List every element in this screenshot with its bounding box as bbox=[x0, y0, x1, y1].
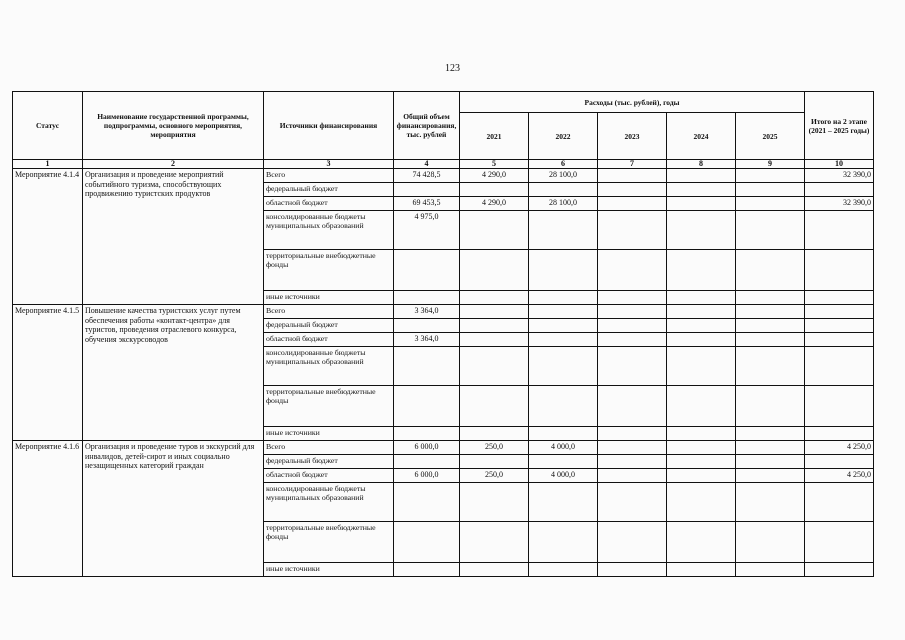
funding-source-cell: иные источники bbox=[264, 427, 394, 441]
table-row bbox=[13, 305, 874, 319]
year-value-cell bbox=[529, 483, 598, 522]
year-value-cell bbox=[667, 319, 736, 333]
column-number: 10 bbox=[805, 160, 874, 169]
year-value-cell bbox=[529, 522, 598, 563]
year-value-cell bbox=[529, 250, 598, 291]
stage-total-cell bbox=[805, 291, 874, 305]
activity-name-cell: Повышение качества туристских услуг путем обеспечения работы «контакт-центра» для туристов, проведения отраслевого конкурса, обучения экскурсоводов bbox=[83, 305, 264, 441]
year-value-cell bbox=[598, 427, 667, 441]
year-value-cell bbox=[667, 197, 736, 211]
year-header: 2025 bbox=[736, 113, 805, 160]
year-value-cell bbox=[736, 291, 805, 305]
year-header: 2022 bbox=[529, 113, 598, 160]
stage-total-cell bbox=[805, 305, 874, 319]
year-value-cell bbox=[598, 183, 667, 197]
total-volume-cell: 4 975,0 bbox=[394, 211, 460, 250]
year-value-cell bbox=[667, 183, 736, 197]
table-row bbox=[13, 169, 874, 183]
year-value-cell bbox=[736, 347, 805, 386]
column-number: 9 bbox=[736, 160, 805, 169]
funding-source-cell: Всего bbox=[264, 305, 394, 319]
year-value-cell bbox=[667, 211, 736, 250]
year-value-cell bbox=[667, 441, 736, 455]
year-value-cell bbox=[736, 386, 805, 427]
stage-total-cell bbox=[805, 211, 874, 250]
stage-total-cell: 4 250,0 bbox=[805, 469, 874, 483]
year-value-cell bbox=[598, 333, 667, 347]
year-value-cell bbox=[598, 441, 667, 455]
year-value-cell bbox=[598, 386, 667, 427]
year-value-cell bbox=[460, 291, 529, 305]
year-value-cell bbox=[667, 469, 736, 483]
year-value-cell bbox=[736, 522, 805, 563]
year-header: 2023 bbox=[598, 113, 667, 160]
year-value-cell: 4 000,0 bbox=[529, 469, 598, 483]
column-number: 7 bbox=[598, 160, 667, 169]
year-value-cell bbox=[529, 333, 598, 347]
total-volume-cell bbox=[394, 319, 460, 333]
year-value-cell bbox=[598, 305, 667, 319]
stage-total-cell bbox=[805, 183, 874, 197]
year-header: 2024 bbox=[667, 113, 736, 160]
stage-total-cell bbox=[805, 522, 874, 563]
activity-name-cell: Организация и проведение туров и экскурсий для инвалидов, детей-сирот и иных социально незащищенных категорий граждан bbox=[83, 441, 264, 577]
column-number: 8 bbox=[667, 160, 736, 169]
year-value-cell bbox=[667, 250, 736, 291]
total-volume-cell bbox=[394, 483, 460, 522]
column-number: 4 bbox=[394, 160, 460, 169]
year-value-cell bbox=[667, 333, 736, 347]
year-value-cell: 28 100,0 bbox=[529, 197, 598, 211]
stage-total-cell bbox=[805, 427, 874, 441]
financing-table bbox=[12, 91, 874, 577]
year-value-cell bbox=[529, 183, 598, 197]
total-volume-cell bbox=[394, 455, 460, 469]
year-value-cell bbox=[529, 319, 598, 333]
column-number: 1 bbox=[13, 160, 83, 169]
year-value-cell bbox=[667, 427, 736, 441]
year-value-cell bbox=[736, 183, 805, 197]
funding-source-cell: консолидированные бюджеты муниципальных образований bbox=[264, 211, 394, 250]
total-volume-cell bbox=[394, 563, 460, 577]
year-value-cell bbox=[736, 211, 805, 250]
year-value-cell bbox=[598, 197, 667, 211]
year-value-cell bbox=[598, 455, 667, 469]
year-value-cell bbox=[460, 386, 529, 427]
year-value-cell bbox=[736, 305, 805, 319]
funding-source-cell: федеральный бюджет bbox=[264, 183, 394, 197]
total-volume-cell: 6 000,0 bbox=[394, 441, 460, 455]
total-volume-cell: 69 453,5 bbox=[394, 197, 460, 211]
year-value-cell bbox=[529, 386, 598, 427]
year-value-cell bbox=[529, 305, 598, 319]
total-volume-cell bbox=[394, 522, 460, 563]
year-value-cell bbox=[736, 250, 805, 291]
year-value-cell bbox=[460, 305, 529, 319]
year-value-cell bbox=[460, 211, 529, 250]
year-value-cell bbox=[460, 333, 529, 347]
expenses-header: Расходы (тыс. рублей), годы bbox=[460, 92, 805, 113]
year-value-cell bbox=[529, 291, 598, 305]
year-value-cell bbox=[460, 347, 529, 386]
total-volume-cell: 3 364,0 bbox=[394, 305, 460, 319]
funding-source-cell: областной бюджет bbox=[264, 333, 394, 347]
year-value-cell bbox=[598, 483, 667, 522]
year-value-cell bbox=[460, 250, 529, 291]
year-value-cell bbox=[598, 347, 667, 386]
year-value-cell bbox=[529, 455, 598, 469]
year-value-cell bbox=[736, 333, 805, 347]
status-header: Статус bbox=[13, 92, 83, 160]
stage-total-cell bbox=[805, 319, 874, 333]
year-value-cell bbox=[598, 563, 667, 577]
year-value-cell bbox=[736, 441, 805, 455]
year-value-cell bbox=[736, 563, 805, 577]
stage-total-cell bbox=[805, 455, 874, 469]
stage-total-cell: 32 390,0 bbox=[805, 169, 874, 183]
year-value-cell bbox=[598, 291, 667, 305]
total-volume-cell: 3 364,0 bbox=[394, 333, 460, 347]
year-value-cell bbox=[667, 483, 736, 522]
total-volume-cell: 6 000,0 bbox=[394, 469, 460, 483]
year-value-cell bbox=[667, 347, 736, 386]
total-volume-cell bbox=[394, 386, 460, 427]
year-value-cell: 28 100,0 bbox=[529, 169, 598, 183]
year-value-cell bbox=[667, 305, 736, 319]
column-number: 6 bbox=[529, 160, 598, 169]
sources-header: Источники финансирования bbox=[264, 92, 394, 160]
funding-source-cell: областной бюджет bbox=[264, 197, 394, 211]
year-value-cell bbox=[598, 169, 667, 183]
stage-total-cell bbox=[805, 347, 874, 386]
year-value-cell: 250,0 bbox=[460, 441, 529, 455]
year-value-cell bbox=[460, 563, 529, 577]
funding-source-cell: территориальные внебюджетные фонды bbox=[264, 250, 394, 291]
funding-source-cell: федеральный бюджет bbox=[264, 455, 394, 469]
funding-source-cell: территориальные внебюджетные фонды bbox=[264, 386, 394, 427]
status-cell: Мероприятие 4.1.6 bbox=[13, 441, 83, 577]
year-value-cell bbox=[667, 522, 736, 563]
table-row bbox=[13, 441, 874, 455]
year-value-cell bbox=[598, 469, 667, 483]
funding-source-cell: федеральный бюджет bbox=[264, 319, 394, 333]
year-value-cell bbox=[460, 183, 529, 197]
program-name-header: Наименование государственной программы, подпрограммы, основного мероприятия, мероприятия bbox=[83, 92, 264, 160]
total-volume-cell bbox=[394, 291, 460, 305]
year-value-cell bbox=[529, 563, 598, 577]
total-volume-cell bbox=[394, 347, 460, 386]
stage-total-cell: 4 250,0 bbox=[805, 441, 874, 455]
funding-source-cell: иные источники bbox=[264, 291, 394, 305]
year-value-cell bbox=[529, 427, 598, 441]
year-value-cell bbox=[460, 522, 529, 563]
year-value-cell bbox=[598, 250, 667, 291]
year-value-cell bbox=[736, 483, 805, 522]
table-body bbox=[13, 169, 874, 577]
column-number-row bbox=[13, 160, 874, 169]
column-number: 2 bbox=[83, 160, 264, 169]
total-volume-header: Общий объем финансирования, тыс. рублей bbox=[394, 92, 460, 160]
funding-source-cell: иные источники bbox=[264, 563, 394, 577]
funding-source-cell: областной бюджет bbox=[264, 469, 394, 483]
status-cell: Мероприятие 4.1.5 bbox=[13, 305, 83, 441]
year-value-cell bbox=[598, 319, 667, 333]
year-value-cell: 4 000,0 bbox=[529, 441, 598, 455]
year-value-cell: 4 290,0 bbox=[460, 169, 529, 183]
year-value-cell bbox=[736, 427, 805, 441]
year-value-cell bbox=[667, 563, 736, 577]
year-value-cell bbox=[736, 469, 805, 483]
activity-name-cell: Организация и проведение мероприятий событийного туризма, способствующих продвижению туристских продуктов bbox=[83, 169, 264, 305]
stage-total-cell bbox=[805, 333, 874, 347]
year-value-cell bbox=[667, 386, 736, 427]
total-volume-cell bbox=[394, 250, 460, 291]
total-volume-cell bbox=[394, 183, 460, 197]
year-value-cell bbox=[460, 427, 529, 441]
total-volume-cell bbox=[394, 427, 460, 441]
year-value-cell bbox=[460, 455, 529, 469]
year-value-cell bbox=[667, 169, 736, 183]
table-header bbox=[13, 92, 874, 169]
year-value-cell: 4 290,0 bbox=[460, 197, 529, 211]
funding-source-cell: консолидированные бюджеты муниципальных образований bbox=[264, 483, 394, 522]
funding-source-cell: территориальные внебюджетные фонды bbox=[264, 522, 394, 563]
page-number: 123 bbox=[445, 63, 460, 74]
stage-total-cell bbox=[805, 563, 874, 577]
funding-source-cell: Всего bbox=[264, 169, 394, 183]
year-value-cell bbox=[736, 319, 805, 333]
stage-total-cell bbox=[805, 250, 874, 291]
column-number: 3 bbox=[264, 160, 394, 169]
year-header: 2021 bbox=[460, 113, 529, 160]
year-value-cell bbox=[667, 291, 736, 305]
funding-source-cell: консолидированные бюджеты муниципальных образований bbox=[264, 347, 394, 386]
year-value-cell bbox=[529, 211, 598, 250]
year-value-cell bbox=[460, 483, 529, 522]
funding-source-cell: Всего bbox=[264, 441, 394, 455]
stage-total-cell bbox=[805, 386, 874, 427]
year-value-cell bbox=[460, 319, 529, 333]
year-value-cell bbox=[736, 455, 805, 469]
year-value-cell bbox=[736, 197, 805, 211]
year-value-cell bbox=[667, 455, 736, 469]
total-volume-cell: 74 428,5 bbox=[394, 169, 460, 183]
year-value-cell: 250,0 bbox=[460, 469, 529, 483]
year-value-cell bbox=[598, 522, 667, 563]
stage-total-cell: 32 390,0 bbox=[805, 197, 874, 211]
stage-total-cell bbox=[805, 483, 874, 522]
year-value-cell bbox=[529, 347, 598, 386]
year-value-cell bbox=[736, 169, 805, 183]
total-stage-header: Итого на 2 этапе (2021 – 2025 годы) bbox=[805, 92, 874, 160]
status-cell: Мероприятие 4.1.4 bbox=[13, 169, 83, 305]
year-value-cell bbox=[598, 211, 667, 250]
column-number: 5 bbox=[460, 160, 529, 169]
